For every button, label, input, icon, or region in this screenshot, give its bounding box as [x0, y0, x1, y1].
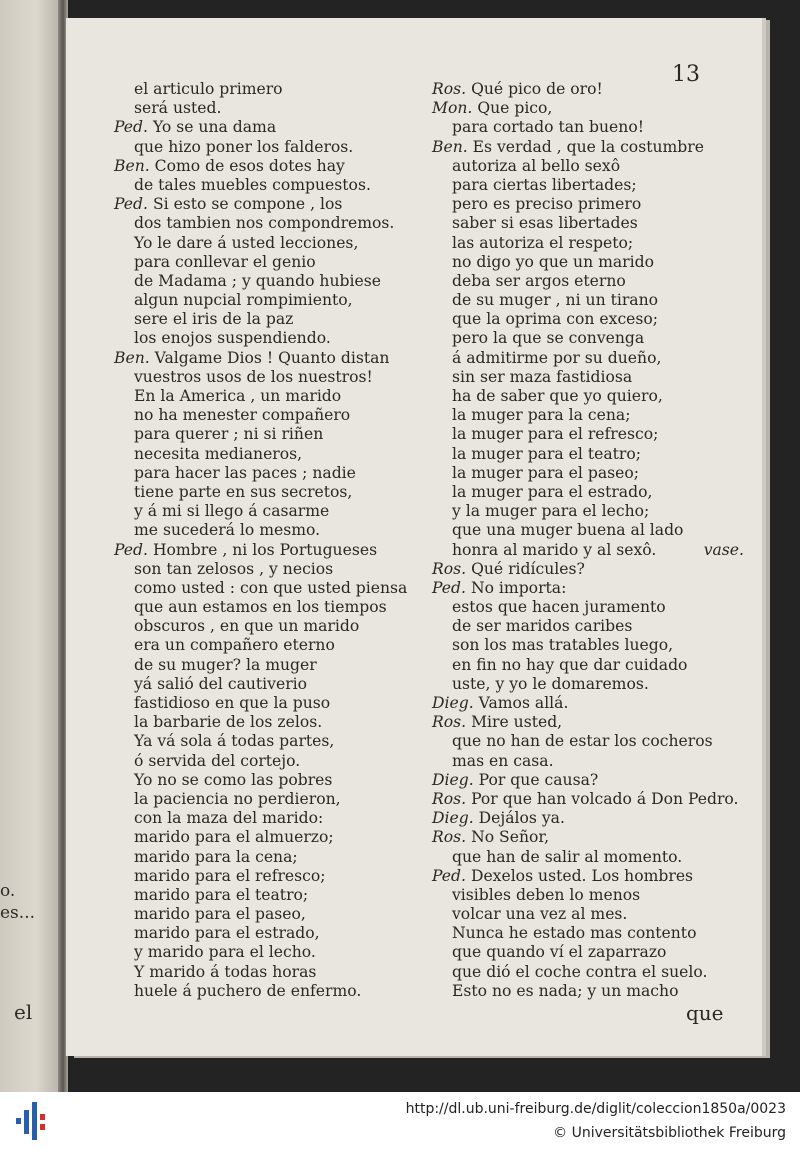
line-text: que han de salir al momento. — [452, 847, 683, 866]
line-text: la muger para la cena; — [452, 406, 631, 425]
speaker-name: Ros. — [432, 559, 467, 578]
line-text: autoriza al bello sexô — [452, 156, 621, 175]
text-line — [114, 636, 414, 655]
stage-direction: vase. — [703, 540, 744, 559]
line-text: la barbarie de los zelos. — [134, 713, 323, 732]
line-text: tiene parte en sus secretos, — [134, 482, 353, 501]
text-line — [432, 598, 752, 617]
text-line — [114, 272, 414, 291]
line-text: de tales muebles compuestos. — [134, 175, 371, 194]
line-text: En la America , un marido — [134, 387, 342, 405]
catchword: que — [686, 1001, 724, 1025]
text-line — [432, 732, 752, 751]
text-line — [114, 579, 414, 598]
line-text: obscuros , en que un marido — [134, 617, 360, 636]
text-line — [114, 349, 414, 368]
line-text: los enojos suspendiendo. — [134, 329, 331, 348]
line-text: me sucederá lo mesmo. — [134, 521, 321, 540]
line-text: que dió el coche contra el suelo. — [452, 962, 708, 981]
speaker-name: Ros. — [432, 713, 467, 732]
line-text: marido para el estrado, — [134, 924, 320, 943]
line-text: el articulo primero — [134, 80, 283, 98]
line-text: que aun estamos en los tiempos — [134, 598, 387, 617]
text-line — [114, 886, 414, 905]
text-line — [432, 464, 752, 483]
text-line — [114, 943, 414, 962]
left-edge-line: es... — [0, 903, 35, 923]
text-line — [432, 809, 752, 828]
line-text: Y marido á todas horas — [134, 962, 317, 981]
line-text: en fin no hay que dar cuidado — [452, 655, 688, 674]
line-text: fastidioso en que la puso — [134, 694, 331, 712]
line-text: y la muger para el lecho; — [452, 502, 650, 521]
line-text: estos que hacen juramento — [452, 598, 666, 617]
text-line — [432, 867, 752, 886]
line-text: Que pico, — [477, 99, 553, 118]
line-text: marido para la cena; — [134, 847, 298, 866]
text-line — [432, 579, 752, 598]
line-text: Si esto se compone , los — [152, 195, 343, 214]
line-text: Valgame Dios ! Quanto distan — [154, 348, 390, 367]
text-line — [432, 406, 752, 425]
text-line — [432, 157, 752, 176]
line-text: la paciencia no perdieron, — [134, 789, 341, 808]
text-line — [114, 963, 414, 982]
line-text: y marido para el lecho. — [134, 943, 316, 962]
line-text: de su muger , ni un tirano — [452, 291, 659, 310]
text-line — [114, 982, 414, 1001]
text-line — [114, 291, 414, 310]
text-line — [432, 924, 752, 943]
line-text: para querer ; ni si riñen — [134, 425, 324, 444]
text-line — [114, 406, 414, 425]
line-text: marido para el almuerzo; — [134, 828, 334, 847]
line-text: para conllevar el genio — [134, 252, 316, 271]
line-text: son los mas tratables luego, — [452, 636, 674, 655]
line-text: la muger para el paseo; — [452, 463, 640, 482]
line-text: saber si esas libertades — [452, 214, 638, 233]
line-text: honra al marido y al sexô. — [452, 540, 657, 559]
text-line — [432, 329, 752, 348]
text-line — [114, 924, 414, 943]
text-line — [432, 253, 752, 272]
line-text: ha de saber que yo quiero, — [452, 387, 663, 405]
text-line — [432, 445, 752, 464]
speaker-name: Ped. — [432, 578, 466, 597]
line-text: deba ser argos eterno — [452, 271, 626, 290]
line-text: Por que han volcado á Don Pedro. — [471, 789, 739, 808]
line-text: Mire usted, — [471, 713, 563, 732]
line-text: para hacer las paces ; nadie — [134, 463, 356, 482]
line-text: á admitirme por su dueño, — [452, 348, 662, 367]
text-line — [432, 982, 752, 1001]
line-text: Dejálos ya. — [478, 809, 565, 828]
text-line — [432, 828, 752, 847]
text-line — [114, 502, 414, 521]
line-text: Vamos allá. — [478, 694, 569, 712]
line-text: para ciertas libertades; — [452, 175, 637, 194]
text-line — [114, 617, 414, 636]
text-line — [114, 752, 414, 771]
line-text: no digo yo que un marido — [452, 252, 654, 271]
text-line — [432, 617, 752, 636]
text-line — [114, 694, 414, 713]
text-line — [114, 732, 414, 751]
text-line — [432, 138, 752, 157]
line-text: volcar una vez al mes. — [452, 905, 628, 924]
text-line — [114, 445, 414, 464]
line-text: de su muger? la muger — [134, 655, 317, 674]
line-text: pero es preciso primero — [452, 195, 642, 214]
text-line — [432, 272, 752, 291]
text-line — [432, 848, 752, 867]
text-line — [114, 905, 414, 924]
text-line — [114, 809, 414, 828]
line-text: la muger para el refresco; — [452, 425, 659, 444]
text-line — [114, 790, 414, 809]
speaker-name: Dieg. — [432, 694, 474, 712]
line-text: son tan zelosos , y necios — [134, 559, 334, 578]
text-line — [432, 195, 752, 214]
text-line — [432, 368, 752, 387]
text-line — [114, 368, 414, 387]
text-line — [432, 771, 752, 790]
right-column — [432, 80, 752, 1001]
text-line — [114, 848, 414, 867]
document-page — [66, 18, 762, 1056]
line-text: Como de esos dotes hay — [154, 156, 345, 175]
line-text: dos tambien nos compondremos. — [134, 214, 395, 233]
text-line — [432, 752, 752, 771]
speaker-name: Ped. — [114, 195, 148, 214]
speaker-name: Ben. — [114, 156, 150, 175]
line-text: marido para el refresco; — [134, 866, 326, 885]
line-text: Ya vá sola á todas partes, — [134, 732, 335, 751]
text-line — [114, 234, 414, 253]
line-text: que hizo poner los falderos. — [134, 137, 354, 156]
line-text: algun nupcial rompimiento, — [134, 291, 353, 310]
line-text: de ser maridos caribes — [452, 617, 633, 636]
text-line — [432, 310, 752, 329]
speaker-name: Ros. — [432, 789, 467, 808]
line-text: necesita medianeros, — [134, 444, 303, 463]
left-page-edge — [0, 0, 60, 1092]
text-line — [114, 387, 414, 406]
line-text: huele á puchero de enfermo. — [134, 981, 362, 1000]
text-line — [114, 118, 414, 137]
line-text: Esto no es nada; y un macho — [452, 981, 679, 1000]
line-text: marido para el paseo, — [134, 905, 306, 924]
line-text: la muger para el estrado, — [452, 482, 653, 501]
line-text: no ha menester compañero — [134, 406, 351, 425]
speaker-name: Dieg. — [432, 770, 474, 789]
line-text: uste, y yo le domaremos. — [452, 674, 649, 693]
speaker-name: Ben. — [432, 137, 468, 156]
text-line — [432, 636, 752, 655]
text-line — [114, 310, 414, 329]
text-line — [114, 828, 414, 847]
line-text: vuestros usos de los nuestros! — [134, 367, 373, 386]
text-line — [114, 425, 414, 444]
line-text: visibles deben lo menos — [452, 885, 641, 904]
line-text: para cortado tan bueno! — [452, 118, 644, 137]
line-text: Nunca he estado mas contento — [452, 924, 697, 943]
text-line — [432, 943, 752, 962]
text-line — [114, 713, 414, 732]
text-line — [432, 560, 752, 579]
text-line — [432, 790, 752, 809]
text-line — [432, 675, 752, 694]
copyright-notice: © Universitätsbibliothek Freiburg — [553, 1125, 786, 1141]
text-line — [432, 234, 752, 253]
speaker-name: Ros. — [432, 828, 467, 847]
text-line — [114, 80, 414, 99]
text-line — [114, 771, 414, 790]
text-line — [432, 387, 752, 406]
line-text: que quando ví el zaparrazo — [452, 943, 667, 962]
left-page-catchword: el — [14, 1000, 33, 1024]
text-line — [114, 867, 414, 886]
line-text: yá salió del cautiverio — [134, 674, 308, 693]
line-text: No importa: — [470, 578, 567, 597]
text-line — [114, 598, 414, 617]
text-line — [432, 963, 752, 982]
text-line — [432, 694, 752, 713]
line-text: Yo le dare á usted lecciones, — [134, 233, 359, 252]
line-text: que la oprima con exceso; — [452, 310, 659, 329]
line-text: Hombre , ni los Portugueses — [152, 540, 378, 559]
line-text: marido para el teatro; — [134, 885, 309, 904]
page-number: 13 — [672, 62, 700, 87]
text-line — [432, 176, 752, 195]
line-text: pero la que se convenga — [452, 329, 645, 348]
line-text: y á mi si llego á casarme — [134, 502, 330, 521]
text-line — [432, 886, 752, 905]
text-line — [432, 291, 752, 310]
text-line — [432, 80, 752, 99]
line-text: será usted. — [134, 99, 222, 118]
line-text: Por que causa? — [478, 770, 599, 789]
text-line — [114, 521, 414, 540]
line-text: No Señor, — [471, 828, 550, 847]
line-text: las autoriza el respeto; — [452, 233, 634, 252]
text-line — [114, 214, 414, 233]
left-page-text — [0, 880, 58, 924]
text-line — [114, 176, 414, 195]
text-line — [432, 349, 752, 368]
text-line — [432, 541, 752, 560]
line-text: sin ser maza fastidiosa — [452, 367, 633, 386]
text-line — [114, 675, 414, 694]
text-line — [114, 560, 414, 579]
text-line — [432, 502, 752, 521]
text-line — [114, 253, 414, 272]
text-line — [114, 329, 414, 348]
text-line — [432, 713, 752, 732]
speaker-name: Ros. — [432, 80, 467, 98]
text-line — [114, 195, 414, 214]
line-text: Yo se una dama — [152, 118, 277, 137]
line-text: era un compañero eterno — [134, 636, 335, 655]
text-line — [114, 656, 414, 675]
line-text: Es verdad , que la costumbre — [472, 137, 704, 156]
viewer-footer — [0, 1092, 800, 1150]
text-line — [432, 214, 752, 233]
text-line — [432, 656, 752, 675]
line-text: Yo no se como las pobres — [134, 770, 333, 789]
line-text: como usted : con que usted piensa — [134, 578, 408, 597]
speaker-name: Ped. — [432, 866, 466, 885]
line-text: Qué ridícules? — [471, 559, 585, 578]
page-url[interactable]: http://dl.ub.uni-freiburg.de/diglit/coleccion1850a/0023 — [405, 1101, 786, 1117]
left-column — [114, 80, 414, 1001]
text-line — [114, 138, 414, 157]
text-line — [432, 425, 752, 444]
line-text: que una muger buena al lado — [452, 521, 684, 540]
line-text: Qué pico de oro! — [471, 80, 603, 98]
line-text: sere el iris de la paz — [134, 310, 294, 329]
line-text: de Madama ; y quando hubiese — [134, 271, 381, 290]
text-line — [432, 483, 752, 502]
left-edge-line: o. — [0, 881, 16, 901]
line-text: con la maza del marido: — [134, 809, 324, 828]
line-text: la muger para el teatro; — [452, 444, 642, 463]
text-line — [114, 99, 414, 118]
text-line — [432, 521, 752, 540]
speaker-name: Ben. — [114, 348, 150, 367]
text-line — [114, 464, 414, 483]
speaker-name: Ped. — [114, 118, 148, 137]
library-logo-icon — [12, 1100, 52, 1142]
line-text: Dexelos usted. Los hombres — [470, 866, 694, 885]
speaker-name: Dieg. — [432, 809, 474, 828]
text-line — [432, 905, 752, 924]
line-text: mas en casa. — [452, 751, 554, 770]
speaker-name: Ped. — [114, 540, 148, 559]
text-line — [114, 483, 414, 502]
line-text: ó servida del cortejo. — [134, 751, 301, 770]
line-text: que no han de estar los cocheros — [452, 732, 713, 751]
text-line — [114, 157, 414, 176]
text-line — [432, 99, 752, 118]
text-line — [432, 118, 752, 137]
speaker-name: Mon. — [432, 99, 473, 118]
text-line — [114, 541, 414, 560]
